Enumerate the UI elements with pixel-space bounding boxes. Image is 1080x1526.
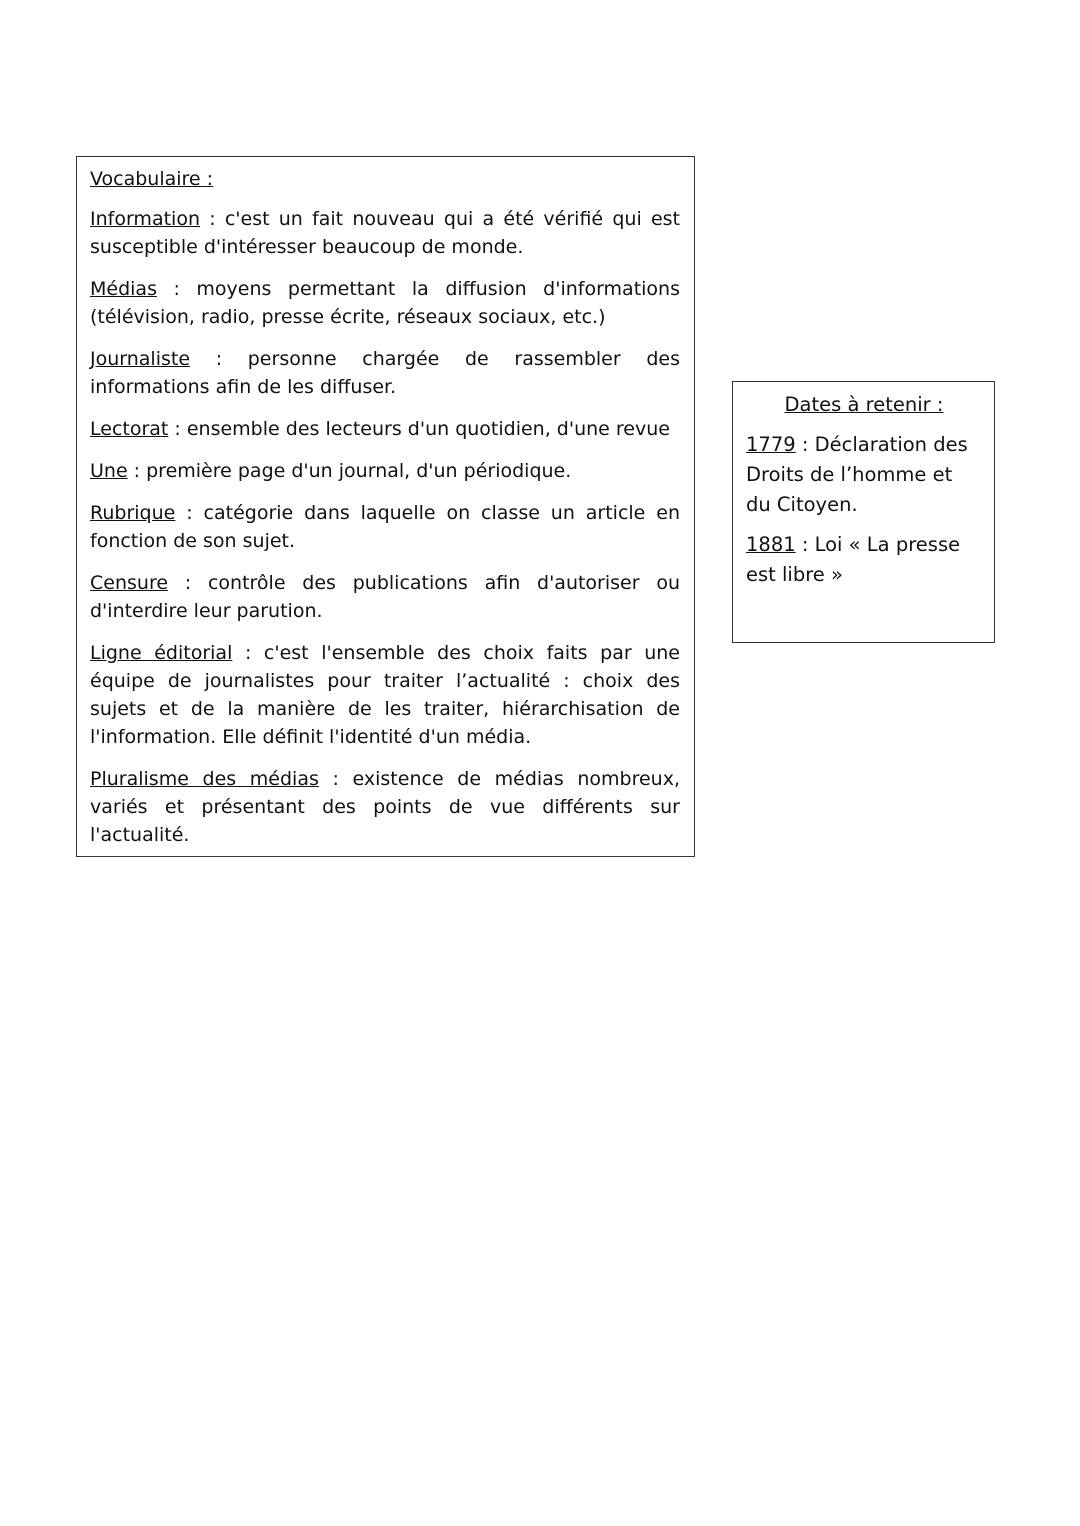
date-text: : Déclaration des Droits de l’homme et du Citoyen. (746, 433, 968, 516)
vocab-term: Information (90, 208, 200, 230)
vocab-entry-information (90, 205, 680, 261)
vocabulary-box (76, 156, 695, 857)
vocab-term: Une (90, 460, 128, 482)
vocab-entry-une (90, 457, 680, 485)
vocab-definition: : existence de médias nombreux, variés et présentant des points de vue différents sur l'actualité. (90, 768, 680, 846)
date-entry-1779 (746, 430, 982, 520)
vocab-term: Ligne éditorial (90, 642, 233, 664)
vocabulary-title: Vocabulaire : (90, 168, 214, 190)
vocab-term: Journaliste (90, 348, 191, 370)
date-year: 1779 (746, 433, 796, 456)
vocab-term: Médias (90, 278, 157, 300)
vocab-entry-censure (90, 569, 680, 625)
vocab-entry-ligne-editorial (90, 639, 680, 751)
vocab-definition: : catégorie dans laquelle on classe un article en fonction de son sujet. (90, 502, 680, 552)
vocab-definition: : première page d'un journal, d'un périodique. (127, 460, 572, 482)
vocab-definition: : contrôle des publications afin d'autoriser ou d'interdire leur parution. (90, 572, 680, 622)
vocab-term: Lectorat (90, 418, 169, 440)
vocab-entry-pluralisme (90, 765, 680, 849)
vocab-term: Censure (90, 572, 169, 594)
vocab-definition: : personne chargée de rassembler des informations afin de les diffuser. (90, 348, 680, 398)
vocab-definition: : moyens permettant la diffusion d'informations (télévision, radio, presse écrite, réseaux sociaux, etc.) (90, 278, 680, 328)
vocab-entry-rubrique (90, 499, 680, 555)
dates-title: Dates à retenir : (784, 393, 944, 416)
vocab-entry-medias (90, 275, 680, 331)
dates-box (732, 381, 995, 643)
vocab-definition: : c'est un fait nouveau qui a été vérifié qui est susceptible d'intéresser beaucoup de monde. (90, 208, 680, 258)
date-entry-1881 (746, 530, 982, 590)
vocab-term: Pluralisme des médias (90, 768, 319, 790)
vocab-entry-journaliste (90, 345, 680, 401)
vocab-definition: : ensemble des lecteurs d'un quotidien, d'une revue (168, 418, 670, 440)
date-year: 1881 (746, 533, 796, 556)
vocab-entry-lectorat (90, 415, 680, 443)
vocab-definition: : c'est l'ensemble des choix faits par une équipe de journalistes pour traiter l’actualité : choix des sujets et de la manière de les traiter, hiérarchisation de l'information. Elle définit l'identité d'un média. (90, 642, 680, 748)
date-text: : Loi « La presse est libre » (746, 533, 961, 586)
vocab-term: Rubrique (90, 502, 176, 524)
